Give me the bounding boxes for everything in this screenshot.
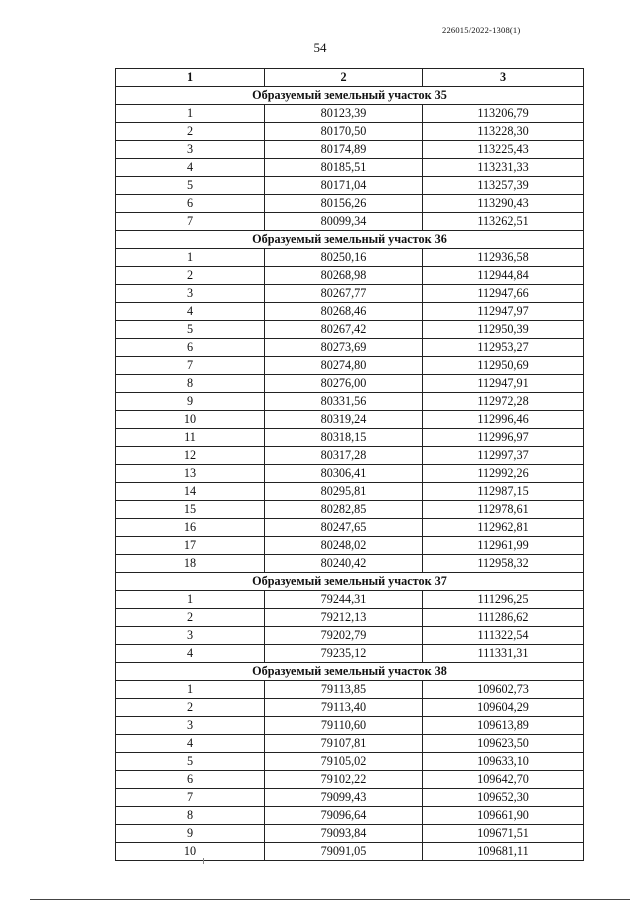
y-coordinate-cell: 109633,10 xyxy=(423,753,584,771)
point-number-cell: 4 xyxy=(116,303,265,321)
x-coordinate-cell: 80318,15 xyxy=(265,429,423,447)
y-coordinate-cell: 109602,73 xyxy=(423,681,584,699)
point-number-cell: 2 xyxy=(116,267,265,285)
x-coordinate-cell: 79099,43 xyxy=(265,789,423,807)
y-coordinate-cell: 109642,70 xyxy=(423,771,584,789)
table-row xyxy=(116,825,584,843)
point-number-cell: 8 xyxy=(116,375,265,393)
table-row xyxy=(116,735,584,753)
point-number-cell: 13 xyxy=(116,465,265,483)
table-row xyxy=(116,357,584,375)
table-row xyxy=(116,285,584,303)
point-number-cell: 3 xyxy=(116,141,265,159)
table-row xyxy=(116,447,584,465)
table-row xyxy=(116,555,584,573)
x-coordinate-cell: 79093,84 xyxy=(265,825,423,843)
x-coordinate-cell: 79244,31 xyxy=(265,591,423,609)
point-number-cell: 7 xyxy=(116,213,265,231)
table-row xyxy=(116,375,584,393)
point-number-cell: 8 xyxy=(116,807,265,825)
y-coordinate-cell: 109681,11 xyxy=(423,843,584,861)
x-coordinate-cell: 80331,56 xyxy=(265,393,423,411)
point-number-cell: 6 xyxy=(116,339,265,357)
table-row xyxy=(116,681,584,699)
x-coordinate-cell: 79102,22 xyxy=(265,771,423,789)
x-coordinate-cell: 79202,79 xyxy=(265,627,423,645)
table-row xyxy=(116,411,584,429)
table-row xyxy=(116,213,584,231)
point-number-cell: 16 xyxy=(116,519,265,537)
y-coordinate-cell: 113262,51 xyxy=(423,213,584,231)
table-row xyxy=(116,123,584,141)
table-row xyxy=(116,501,584,519)
y-coordinate-cell: 111286,62 xyxy=(423,609,584,627)
coordinates-table-body xyxy=(116,69,584,861)
point-number-cell: 3 xyxy=(116,717,265,735)
section-title: Образуемый земельный участок 37 xyxy=(116,573,584,591)
y-coordinate-cell: 112978,61 xyxy=(423,501,584,519)
y-coordinate-cell: 109623,50 xyxy=(423,735,584,753)
y-coordinate-cell: 112997,37 xyxy=(423,447,584,465)
x-coordinate-cell: 80276,00 xyxy=(265,375,423,393)
y-coordinate-cell: 113228,30 xyxy=(423,123,584,141)
point-number-cell: 3 xyxy=(116,285,265,303)
section-header-row xyxy=(116,231,584,249)
x-coordinate-cell: 80099,34 xyxy=(265,213,423,231)
point-number-cell: 7 xyxy=(116,789,265,807)
table-row xyxy=(116,339,584,357)
point-number-cell: 18 xyxy=(116,555,265,573)
section-title: Образуемый земельный участок 35 xyxy=(116,87,584,105)
y-coordinate-cell: 112944,84 xyxy=(423,267,584,285)
bottom-scan-rule xyxy=(30,899,630,900)
x-coordinate-cell: 80268,98 xyxy=(265,267,423,285)
y-coordinate-cell: 112947,97 xyxy=(423,303,584,321)
table-row xyxy=(116,843,584,861)
point-number-cell: 10 xyxy=(116,411,265,429)
point-number-cell: 2 xyxy=(116,609,265,627)
table-row xyxy=(116,807,584,825)
table-row xyxy=(116,519,584,537)
scan-mark xyxy=(203,858,204,864)
x-coordinate-cell: 80317,28 xyxy=(265,447,423,465)
point-number-cell: 2 xyxy=(116,123,265,141)
table-row xyxy=(116,141,584,159)
table-row xyxy=(116,591,584,609)
x-coordinate-cell: 80247,65 xyxy=(265,519,423,537)
table-row xyxy=(116,321,584,339)
table-row xyxy=(116,537,584,555)
section-header-row xyxy=(116,573,584,591)
x-coordinate-cell: 80250,16 xyxy=(265,249,423,267)
x-coordinate-cell: 80174,89 xyxy=(265,141,423,159)
y-coordinate-cell: 109604,29 xyxy=(423,699,584,717)
y-coordinate-cell: 112953,27 xyxy=(423,339,584,357)
table-row xyxy=(116,609,584,627)
x-coordinate-cell: 80123,39 xyxy=(265,105,423,123)
x-coordinate-cell: 79096,64 xyxy=(265,807,423,825)
y-coordinate-cell: 112961,99 xyxy=(423,537,584,555)
table-row xyxy=(116,699,584,717)
table-row xyxy=(116,483,584,501)
point-number-cell: 5 xyxy=(116,321,265,339)
x-coordinate-cell: 80171,04 xyxy=(265,177,423,195)
x-coordinate-cell: 80268,46 xyxy=(265,303,423,321)
table-row xyxy=(116,645,584,663)
x-coordinate-cell: 80156,26 xyxy=(265,195,423,213)
point-number-cell: 5 xyxy=(116,177,265,195)
table-row xyxy=(116,627,584,645)
point-number-cell: 11 xyxy=(116,429,265,447)
point-number-cell: 9 xyxy=(116,393,265,411)
point-number-cell: 9 xyxy=(116,825,265,843)
x-coordinate-cell: 80170,50 xyxy=(265,123,423,141)
y-coordinate-cell: 109613,89 xyxy=(423,717,584,735)
y-coordinate-cell: 111331,31 xyxy=(423,645,584,663)
section-title: Образуемый земельный участок 36 xyxy=(116,231,584,249)
x-coordinate-cell: 79091,05 xyxy=(265,843,423,861)
y-coordinate-cell: 112947,66 xyxy=(423,285,584,303)
page-number: 54 xyxy=(313,40,327,55)
y-coordinate-cell: 109671,51 xyxy=(423,825,584,843)
table-row xyxy=(116,429,584,447)
y-coordinate-cell: 112947,91 xyxy=(423,375,584,393)
y-coordinate-cell: 109661,90 xyxy=(423,807,584,825)
x-coordinate-cell: 80282,85 xyxy=(265,501,423,519)
y-coordinate-cell: 112987,15 xyxy=(423,483,584,501)
y-coordinate-cell: 112958,32 xyxy=(423,555,584,573)
y-coordinate-cell: 113231,33 xyxy=(423,159,584,177)
table-row xyxy=(116,465,584,483)
x-coordinate-cell: 80267,42 xyxy=(265,321,423,339)
x-coordinate-cell: 79105,02 xyxy=(265,753,423,771)
table-row xyxy=(116,771,584,789)
table-row xyxy=(116,393,584,411)
y-coordinate-cell: 112972,28 xyxy=(423,393,584,411)
table-row xyxy=(116,249,584,267)
section-header-row xyxy=(116,663,584,681)
point-number-cell: 15 xyxy=(116,501,265,519)
table-row xyxy=(116,105,584,123)
y-coordinate-cell: 111322,54 xyxy=(423,627,584,645)
table-row xyxy=(116,717,584,735)
y-coordinate-cell: 111296,25 xyxy=(423,591,584,609)
table-row xyxy=(116,267,584,285)
x-coordinate-cell: 79235,12 xyxy=(265,645,423,663)
point-number-cell: 17 xyxy=(116,537,265,555)
point-number-cell: 2 xyxy=(116,699,265,717)
y-coordinate-cell: 112996,46 xyxy=(423,411,584,429)
table-row xyxy=(116,789,584,807)
x-coordinate-cell: 80185,51 xyxy=(265,159,423,177)
point-number-cell: 4 xyxy=(116,735,265,753)
point-number-cell: 4 xyxy=(116,159,265,177)
y-coordinate-cell: 113290,43 xyxy=(423,195,584,213)
y-coordinate-cell: 112950,69 xyxy=(423,357,584,375)
point-number-cell: 1 xyxy=(116,591,265,609)
point-number-cell: 7 xyxy=(116,357,265,375)
table-row xyxy=(116,177,584,195)
x-coordinate-cell: 80306,41 xyxy=(265,465,423,483)
x-coordinate-cell: 80273,69 xyxy=(265,339,423,357)
y-coordinate-cell: 113225,43 xyxy=(423,141,584,159)
point-number-cell: 1 xyxy=(116,249,265,267)
x-coordinate-cell: 79107,81 xyxy=(265,735,423,753)
point-number-cell: 1 xyxy=(116,681,265,699)
point-number-cell: 6 xyxy=(116,195,265,213)
table-row xyxy=(116,753,584,771)
section-title: Образуемый земельный участок 38 xyxy=(116,663,584,681)
x-coordinate-cell: 79110,60 xyxy=(265,717,423,735)
column-header-row xyxy=(116,69,584,87)
x-coordinate-cell: 80248,02 xyxy=(265,537,423,555)
coordinates-table xyxy=(115,68,584,861)
x-coordinate-cell: 80274,80 xyxy=(265,357,423,375)
x-coordinate-cell: 79113,40 xyxy=(265,699,423,717)
x-coordinate-cell: 80319,24 xyxy=(265,411,423,429)
y-coordinate-cell: 112992,26 xyxy=(423,465,584,483)
y-coordinate-cell: 112996,97 xyxy=(423,429,584,447)
document-id: 226015/2022-1308(1) xyxy=(442,25,521,35)
point-number-cell: 4 xyxy=(116,645,265,663)
y-coordinate-cell: 112962,81 xyxy=(423,519,584,537)
section-header-row xyxy=(116,87,584,105)
table-row xyxy=(116,303,584,321)
point-number-cell: 10 xyxy=(116,843,265,861)
y-coordinate-cell: 113206,79 xyxy=(423,105,584,123)
y-coordinate-cell: 113257,39 xyxy=(423,177,584,195)
table-row xyxy=(116,195,584,213)
point-number-cell: 12 xyxy=(116,447,265,465)
x-coordinate-cell: 80240,42 xyxy=(265,555,423,573)
column-header: 1 xyxy=(116,69,265,87)
x-coordinate-cell: 80295,81 xyxy=(265,483,423,501)
y-coordinate-cell: 112950,39 xyxy=(423,321,584,339)
y-coordinate-cell: 109652,30 xyxy=(423,789,584,807)
y-coordinate-cell: 112936,58 xyxy=(423,249,584,267)
x-coordinate-cell: 80267,77 xyxy=(265,285,423,303)
column-header: 2 xyxy=(265,69,423,87)
point-number-cell: 14 xyxy=(116,483,265,501)
x-coordinate-cell: 79113,85 xyxy=(265,681,423,699)
table-row xyxy=(116,159,584,177)
x-coordinate-cell: 79212,13 xyxy=(265,609,423,627)
point-number-cell: 3 xyxy=(116,627,265,645)
point-number-cell: 1 xyxy=(116,105,265,123)
point-number-cell: 6 xyxy=(116,771,265,789)
point-number-cell: 5 xyxy=(116,753,265,771)
column-header: 3 xyxy=(423,69,584,87)
